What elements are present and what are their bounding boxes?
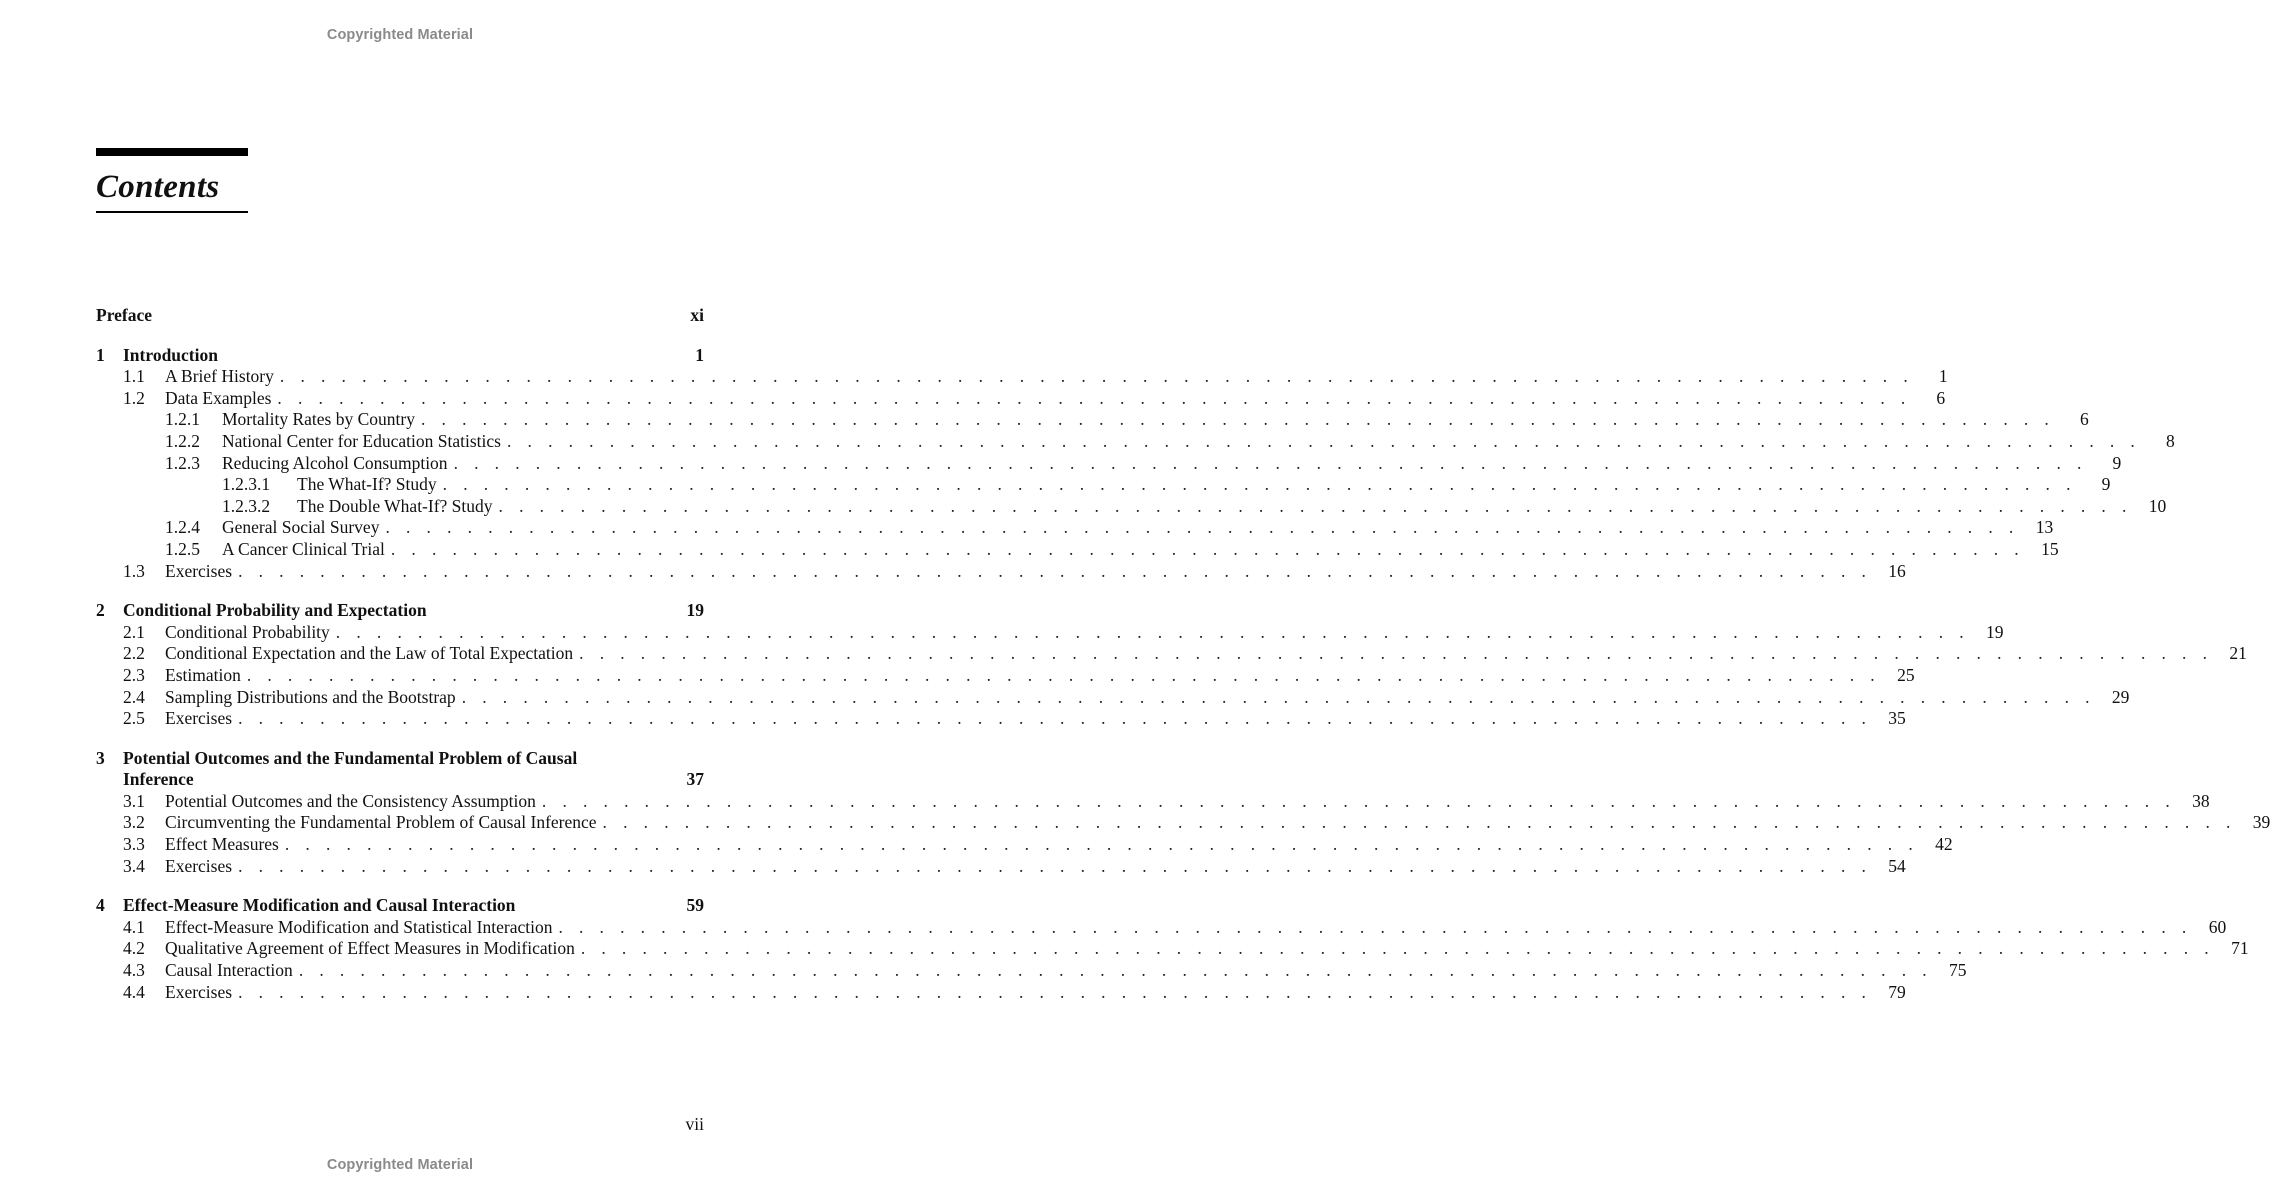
dot-leader: . . . . . . . . . . . . . . . . . . . . . . . . . . . . . . . . . . . . . . . . . . . . . . . . . . . . . . . . . . . . . . . . . . . . . . . . . . . . . . . . (390, 538, 2025, 559)
toc-page: 1 (695, 344, 704, 365)
toc-number: 3.1 (123, 790, 145, 811)
toc-label: Preface (96, 305, 153, 325)
toc-page: 21 (2229, 643, 2247, 664)
dot-leader: . . . . . . . . . . . . . . . . . . . . . . . . . . . . . . . . . . . . . . . . . . . . . . . . . . . . . . . . . . . . . . . . . . . . . . . . . . . . . . . . (335, 621, 1970, 642)
toc-page: 19 (1986, 621, 2004, 642)
dot-leader: . . . . . . . . . . . . . . . . . . . . . . . . . . . . . . . . . . . . . . . . . . . . . . . . . . . . . . . . . . . . . . . . . . . . . . . . . . . . . . . . (580, 938, 2215, 959)
toc-label: Exercises (165, 981, 233, 1002)
toc-label: Effect Measures (165, 834, 279, 855)
dot-leader: . . . . . . . . . . . . . . . . . . . . . . . . . . . . . . . . . . . . . . . . . . . . . . . . . . . . . . . . . . . . . . . . . . . . . . . . . . . . . . . . (284, 834, 1919, 855)
toc-page: 15 (2041, 538, 2059, 559)
toc-number: 3.3 (123, 834, 145, 855)
toc-number: 1 (96, 344, 105, 365)
toc-number: 1.2 (123, 387, 145, 408)
toc-entry-4-1[interactable] (96, 916, 2227, 939)
toc-label: Exercises (165, 708, 233, 729)
toc-entry-4-4[interactable] (96, 981, 1906, 1004)
heading-rule-thick (96, 148, 248, 156)
toc-chapter-1[interactable] (96, 345, 704, 367)
dot-leader: . . . . . . . . . . . . . . . . . . . . . . . . . . . . . . . . . . . . . . . . . . . . . . . . . . . . . . . . . . . . . . . . . . . . . . . . . . . . . . . . (238, 855, 1872, 876)
contents-heading-block (96, 148, 248, 213)
table-of-contents (96, 305, 2270, 1003)
toc-number: 1.3 (123, 560, 145, 581)
toc-chapters (96, 344, 2270, 1004)
page-number: vii (685, 1114, 704, 1134)
page-title: Contents (96, 169, 220, 205)
toc-entry-1-2-5[interactable] (96, 538, 2059, 561)
toc-number: 4.3 (123, 960, 145, 981)
toc-number: 4.4 (123, 981, 145, 1002)
toc-page: 9 (2101, 474, 2111, 495)
toc-page: 60 (2208, 916, 2227, 937)
toc-label: Introduction (123, 344, 218, 365)
dot-leader: . . . . . . . . . . . . . . . . . . . . . . . . . . . . . . . . . . . . . . . . . . . . . . . . . . . . . . . . . . . . . . . . . . . . . . . . . . . . . . . . (279, 366, 1914, 387)
toc-number: 1.2.5 (165, 538, 200, 559)
toc-page: 1 (1938, 366, 1948, 387)
toc-label: The What-If? Study (297, 474, 437, 495)
toc-page: 35 (1888, 708, 1906, 729)
toc-entry-2-3[interactable] (96, 664, 1915, 687)
toc-number: 3.2 (123, 812, 145, 833)
dot-leader: . . . . . . . . . . . . . . . . . . . . . . . . . . . . . . . . . . . . . . . . . . . . . . . . . . . . . . . . . . . . . . . . . . . . . . . . . . . . . . . . (238, 708, 1872, 729)
toc-page: 39 (2252, 812, 2270, 833)
toc-entry-2-1[interactable] (96, 621, 2004, 644)
toc-number: 2.5 (123, 708, 145, 729)
toc-chapter-3[interactable] (96, 748, 704, 770)
toc-label: Exercises (165, 560, 233, 581)
toc-entry-3-2[interactable] (96, 812, 2270, 834)
toc-page: 10 (2148, 495, 2167, 516)
toc-entry-1-2-3-2[interactable] (96, 495, 2167, 518)
toc-entry-1-2-3[interactable] (96, 452, 2122, 475)
toc-page: 16 (1888, 560, 1906, 581)
dot-leader: . . . . . . . . . . . . . . . . . . . . . . . . . . . . . . . . . . . . . . . . . . . . . . . . . . . . . . . . . . . . . . . . . . . . . . . . . . . . . . . . (498, 495, 2133, 516)
toc-entry-1-1[interactable] (96, 366, 1948, 388)
toc-entry-1-2-4[interactable] (96, 517, 2054, 539)
toc-number: 1.2.3.1 (222, 474, 271, 495)
toc-label: Conditional Probability and Expectation (123, 600, 427, 621)
toc-page: 19 (686, 600, 704, 621)
toc-page: 25 (1897, 664, 1915, 685)
toc-number: 2.1 (123, 621, 145, 642)
toc-label: Data Examples (165, 387, 272, 408)
toc-label: A Cancer Clinical Trial (222, 538, 385, 559)
copyright-watermark-bottom: Copyrighted Material (326, 1157, 474, 1173)
toc-label: Sampling Distributions and the Bootstrap (165, 686, 456, 707)
toc-entry-2-4[interactable] (96, 686, 2130, 709)
toc-label: Estimation (165, 664, 241, 685)
dot-leader: . . . . . . . . . . . . . . . . . . . . . . . . . . . . . . . . . . . . . . . . . . . . . . . . . . . . . . . . . . . . . . . . . . . . . . . . . . . . . . . . (238, 981, 1872, 1002)
toc-entry-1-3[interactable] (96, 560, 1906, 583)
toc-number: 1.2.3 (165, 452, 200, 473)
toc-entry-1-2-1[interactable] (96, 409, 2089, 431)
toc-chapter-3-continued[interactable] (96, 769, 704, 791)
toc-label: Conditional Probability (165, 621, 330, 642)
toc-number: 1.2.4 (165, 517, 200, 538)
toc-number: 1.2.2 (165, 430, 200, 451)
toc-entry-3-1[interactable] (96, 790, 2210, 813)
toc-page: 79 (1888, 981, 1906, 1002)
toc-label: Causal Interaction (165, 960, 293, 981)
toc-label: Conditional Expectation and the Law of Total Expectation (165, 643, 574, 664)
toc-chapter-4[interactable] (96, 895, 704, 917)
toc-number: 3.4 (123, 855, 145, 876)
toc-page: 54 (1888, 855, 1906, 876)
toc-number: 4.2 (123, 938, 145, 959)
toc-number: 2.3 (123, 664, 145, 685)
dot-leader: . . . . . . . . . . . . . . . . . . . . . . . . . . . . . . . . . . . . . . . . . . . . . . . . . . . . . . . . . . . . . . . . . . . . . . . . . . . . . . . . (506, 430, 2141, 451)
toc-entry-1-2[interactable] (96, 387, 1946, 410)
toc-number: 4 (96, 895, 105, 916)
toc-label: Potential Outcomes and the Consistency Assumption (165, 790, 536, 811)
toc-page: 8 (2165, 430, 2175, 451)
toc-label: General Social Survey (222, 517, 380, 538)
toc-page: 71 (2231, 938, 2249, 959)
dot-leader: . . . . . . . . . . . . . . . . . . . . . . . . . . . . . . . . . . . . . . . . . . . . . . . . . . . . . . . . . . . . . . . . . . . . . . . . . . . . . . . . (461, 686, 2096, 707)
toc-label: Circumventing the Fundamental Problem of Causal Inference (165, 812, 597, 833)
toc-number: 4.1 (123, 916, 145, 937)
toc-number: 1.2.3.2 (222, 495, 271, 516)
toc-page: 38 (2192, 790, 2210, 811)
toc-label: Effect-Measure Modification and Causal Interaction (123, 895, 516, 916)
toc-label: Potential Outcomes and the Fundamental Problem of Causal (123, 747, 578, 768)
toc-number: 2.2 (123, 643, 145, 664)
dot-leader: . . . . . . . . . . . . . . . . . . . . . . . . . . . . . . . . . . . . . . . . . . . . . . . . . . . . . . . . . . . . . . . . . . . . . . . . . . . . . . . . (579, 643, 2213, 664)
toc-page: 9 (2112, 452, 2122, 473)
toc-page: 37 (686, 769, 704, 790)
dot-leader: . . . . . . . . . . . . . . . . . . . . . . . . . . . . . . . . . . . . . . . . . . . . . . . . . . . . . . . . . . . . . . . . . . . . . . . . . . . . . . . . (442, 474, 2077, 495)
dot-leader: . . . . . . . . . . . . . . . . . . . . . . . . . . . . . . . . . . . . . . . . . . . . . . . . . . . . . . . . . . . . . . . . . . . . . . . . . . . . . . . . (602, 812, 2237, 833)
toc-label: Exercises (165, 855, 233, 876)
toc-page: 42 (1935, 834, 1953, 855)
toc-label: The Double What-If? Study (297, 495, 493, 516)
dot-leader: . . . . . . . . . . . . . . . . . . . . . . . . . . . . . . . . . . . . . . . . . . . . . . . . . . . . . . . . . . . . . . . . . . . . . . . . . . . . . . . . (298, 960, 1933, 981)
dot-leader: . . . . . . . . . . . . . . . . . . . . . . . . . . . . . . . . . . . . . . . . . . . . . . . . . . . . . . . . . . . . . . . . . . . . . . . . . . . . . . . . (238, 560, 1872, 581)
dot-leader: . . . . . . . . . . . . . . . . . . . . . . . . . . . . . . . . . . . . . . . . . . . . . . . . . . . . . . . . . . . . . . . . . . . . . . . . . . . . . . . . (277, 387, 1912, 408)
toc-label: A Brief History (165, 366, 274, 387)
toc-entry-1-2-2[interactable] (96, 430, 2175, 453)
dot-leader: . . . . . . . . . . . . . . . . . . . . . . . . . . . . . . . . . . . . . . . . . . . . . . . . . . . . . . . . . . . . . . . . . . . . . . . . . . . . . . . . (541, 790, 2176, 811)
toc-number: 1.1 (123, 366, 145, 387)
toc-page: xi (690, 305, 704, 325)
heading-rule-thin (96, 211, 248, 213)
toc-page: 29 (2111, 686, 2130, 707)
toc-label-continued: Inference (123, 769, 194, 790)
toc-number: 1.2.1 (165, 409, 200, 430)
dot-leader: . . . . . . . . . . . . . . . . . . . . . . . . . . . . . . . . . . . . . . . . . . . . . . . . . . . . . . . . . . . . . . . . . . . . . . . . . . . . . . . . (420, 409, 2055, 430)
toc-label: National Center for Education Statistics (222, 430, 501, 451)
toc-chapter-2[interactable] (96, 600, 704, 622)
toc-page: 59 (686, 895, 704, 916)
toc-entry-4-3[interactable] (96, 960, 1967, 982)
toc-number: 3 (96, 747, 105, 768)
dot-leader: . . . . . . . . . . . . . . . . . . . . . . . . . . . . . . . . . . . . . . . . . . . . . . . . . . . . . . . . . . . . . . . . . . . . . . . . . . . . . . . . (558, 916, 2193, 937)
toc-label: Effect-Measure Modification and Statistical Interaction (165, 916, 553, 937)
toc-entry-2-2[interactable] (96, 643, 2247, 665)
toc-entry-1-2-3-1[interactable] (96, 474, 2111, 496)
toc-entry-2-5[interactable] (96, 708, 1906, 730)
toc-entry-3-3[interactable] (96, 834, 1953, 856)
toc-page: 75 (1949, 960, 1967, 981)
toc-entry-3-4[interactable] (96, 855, 1906, 878)
toc-label: Reducing Alcohol Consumption (222, 452, 448, 473)
toc-label: Qualitative Agreement of Effect Measures in Modification (165, 938, 575, 959)
toc-number: 2.4 (123, 686, 145, 707)
toc-page: 6 (2079, 409, 2089, 430)
dot-leader: . . . . . . . . . . . . . . . . . . . . . . . . . . . . . . . . . . . . . . . . . . . . . . . . . . . . . . . . . . . . . . . . . . . . . . . . . . . . . . . . (246, 664, 1881, 685)
toc-entry-4-2[interactable] (96, 938, 2249, 960)
chapter-gap (96, 730, 704, 748)
chapter-gap (96, 582, 704, 600)
dot-leader: . . . . . . . . . . . . . . . . . . . . . . . . . . . . . . . . . . . . . . . . . . . . . . . . . . . . . . . . . . . . . . . . . . . . . . . . . . . . . . . . (453, 452, 2088, 473)
toc-entry-preface[interactable] (96, 305, 704, 327)
chapter-gap (96, 877, 704, 895)
dot-leader: . . . . . . . . . . . . . . . . . . . . . . . . . . . . . . . . . . . . . . . . . . . . . . . . . . . . . . . . . . . . . . . . . . . . . . . . . . . . . . . . (385, 517, 2020, 538)
toc-number: 2 (96, 600, 105, 621)
toc-page: 13 (2035, 517, 2054, 538)
toc-page: 6 (1936, 387, 1946, 408)
toc-label: Mortality Rates by Country (222, 409, 415, 430)
copyright-watermark-top: Copyrighted Material (326, 27, 474, 43)
